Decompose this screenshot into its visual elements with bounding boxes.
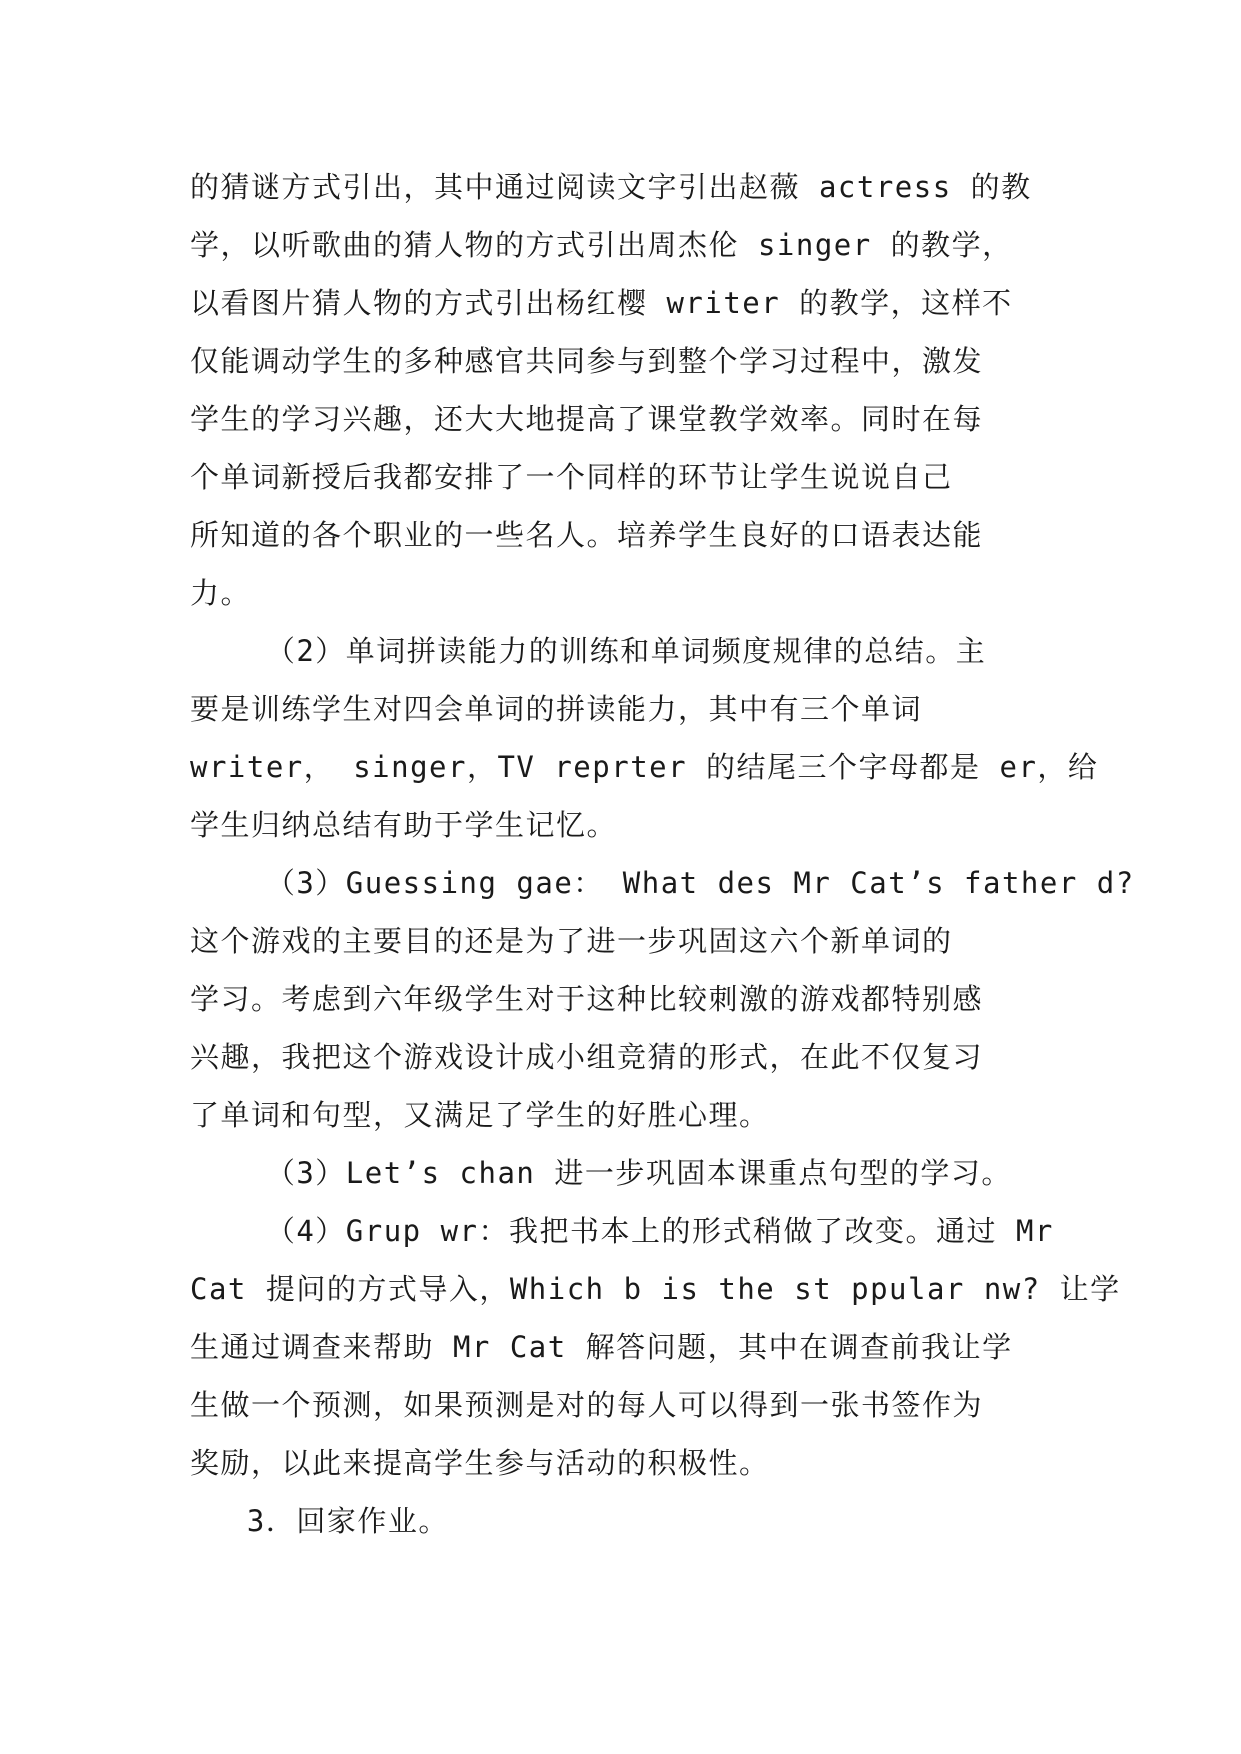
text-line: （3）Let’s chan 进一步巩固本课重点句型的学习。: [190, 1156, 1012, 1190]
text-line: 学习。考虑到六年级学生对于这种比较刺激的游戏都特别感: [190, 982, 984, 1016]
text-line: 的猜谜方式引出，其中通过阅读文字引出赵薇 actress 的教: [190, 170, 1032, 204]
text-line: 仅能调动学生的多种感官共同参与到整个学习过程中，激发: [190, 344, 984, 378]
text-line: 学，以听歌曲的猜人物的方式引出周杰伦 singer 的教学，: [190, 228, 1013, 262]
text-line: （2）单词拼读能力的训练和单词频度规律的总结。主: [190, 634, 987, 668]
text-line: 这个游戏的主要目的还是为了进一步巩固这六个新单词的: [190, 924, 953, 958]
text-line: 要是训练学生对四会单词的拼读能力，其中有三个单词: [190, 692, 923, 726]
text-line: 生通过调查来帮助 Mr Cat 解答问题，其中在调查前我让学: [190, 1330, 1013, 1364]
text-line: 以看图片猜人物的方式引出杨红樱 writer 的教学，这样不: [190, 286, 1013, 320]
text-line: （4）Grup wr：我把书本上的形式稍做了改变。通过 Mr: [190, 1214, 1054, 1248]
text-line: 了单词和句型，又满足了学生的好胜心理。: [190, 1098, 770, 1132]
text-line: writer， singer，TV reprter 的结尾三个字母都是 er，给: [190, 750, 1099, 784]
text-line: 个单词新授后我都安排了一个同样的环节让学生说说自己: [190, 460, 953, 494]
text-line: 兴趣，我把这个游戏设计成小组竞猜的形式，在此不仅复习: [190, 1040, 984, 1074]
text-line: 学生归纳总结有助于学生记忆。: [190, 808, 618, 842]
text-line: （3）Guessing gae： What des Mr Cat’s father d?: [190, 866, 1135, 900]
text-line: 奖励，以此来提高学生参与活动的积极性。: [190, 1446, 770, 1480]
text-line: Cat 提问的方式导入，Which b is the st ppular nw? 让学: [190, 1272, 1121, 1306]
text-line: 力。: [190, 576, 252, 610]
text-line: 学生的学习兴趣，还大大地提高了课堂教学效率。同时在每: [190, 402, 984, 436]
document-body: [190, 158, 1135, 1550]
text-line: 所知道的各个职业的一些名人。培养学生良好的口语表达能: [190, 518, 984, 552]
text-line: 生做一个预测，如果预测是对的每人可以得到一张书签作为: [190, 1388, 984, 1422]
text-line: 3．回家作业。: [190, 1504, 449, 1538]
